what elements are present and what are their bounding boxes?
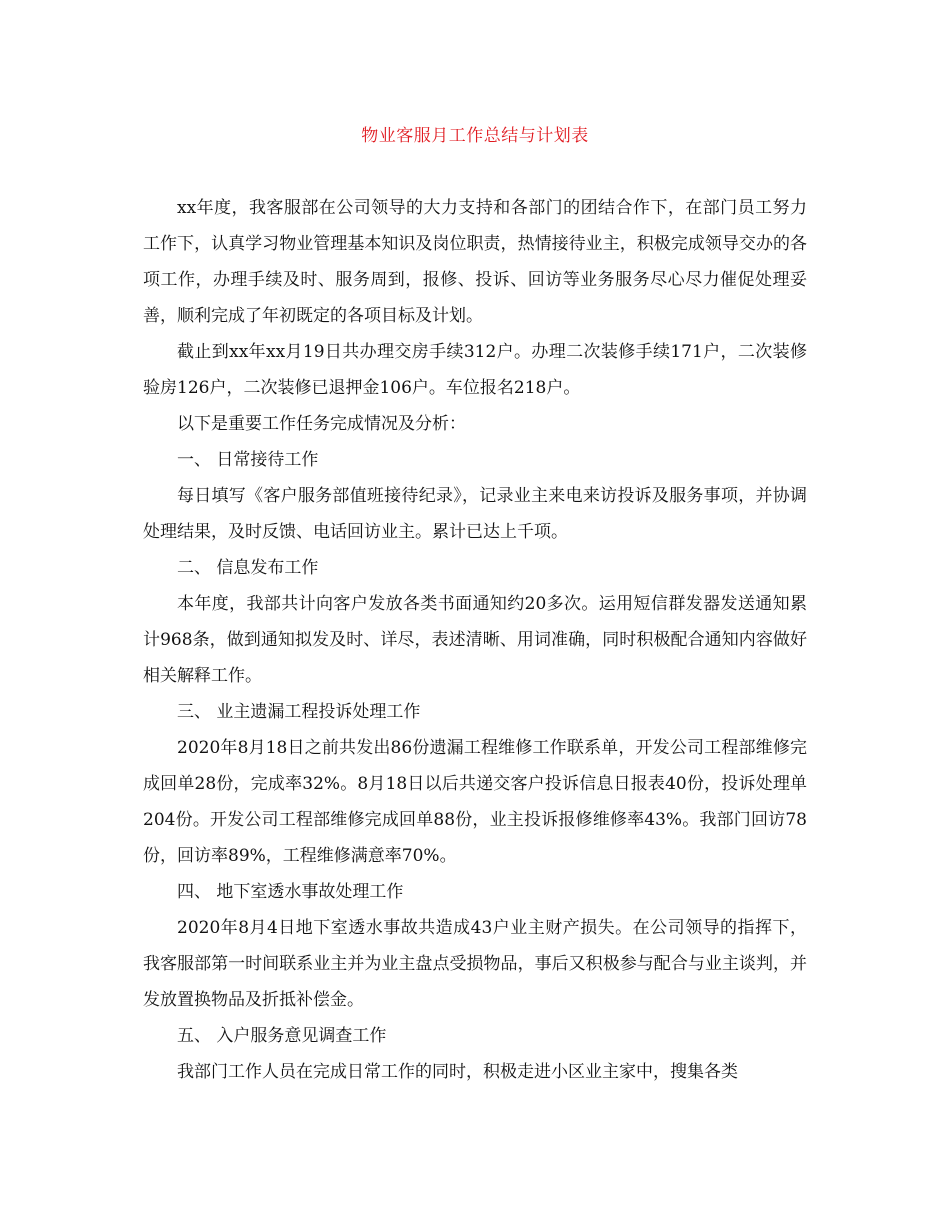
paragraph-statistics: 截止到xx年xx月19日共办理交房手续312户。办理二次装修手续171户，二次装修验房126户，二次装修已退押金106户。车位报名218户。 [143,342,807,398]
paragraph-complaints: 2020年8月18日之前共发出86份遗漏工程维修工作联系单，开发公司工程部维修完成回单28份，完成率32%。8月18日以后共递交客户投诉信息日报表40份，投诉处理单204份。开发公司工程部维修完成回单88份，业主投诉报修维修率43%。我部门回访78份，回访率89%，工程维修满意率70%。 [143,738,807,866]
paragraph-overview: 以下是重要工作任务完成情况及分析： [177,414,466,434]
section-heading-reception: 一、 日常接待工作 [177,450,319,470]
section-heading-complaints: 三、 业主遗漏工程投诉处理工作 [177,702,421,722]
section-heading-survey: 五、 入户服务意见调查工作 [177,1026,387,1046]
paragraph-survey: 我部门工作人员在完成日常工作的同时，积极走进小区业主家中，搜集各类 [177,1062,738,1082]
section-heading-notices: 二、 信息发布工作 [177,558,319,578]
document-title: 物业客服月工作总结与计划表 [361,126,589,146]
paragraph-reception: 每日填写《客户服务部值班接待纪录》，记录业主来电来访投诉及服务事项，并协调处理结果，及时反馈、电话回访业主。累计已达上千项。 [143,486,807,542]
section-heading-basement-flood: 四、 地下室透水事故处理工作 [177,882,404,902]
paragraph-intro: xx年度，我客服部在公司领导的大力支持和各部门的团结合作下，在部门员工努力工作下，认真学习物业管理基本知识及岗位职责，热情接待业主，积极完成领导交办的各项工作，办理手续及时、服务周到，报修、投诉、回访等业务服务尽心尽力催促处理妥善，顺利完成了年初既定的各项目标及计划。 [143,198,807,326]
document-body [143,190,807,1090]
paragraph-notices: 本年度，我部共计向客户发放各类书面通知约20多次。运用短信群发器发送通知累计968条，做到通知拟发及时、详尽，表述清晰、用词准确，同时积极配合通知内容做好相关解释工作。 [143,594,807,686]
paragraph-basement-flood: 2020年8月4日地下室透水事故共造成43户业主财产损失。在公司领导的指挥下，我客服部第一时间联系业主并为业主盘点受损物品，事后又积极参与配合与业主谈判，并发放置换物品及折抵补偿金。 [143,918,807,1010]
